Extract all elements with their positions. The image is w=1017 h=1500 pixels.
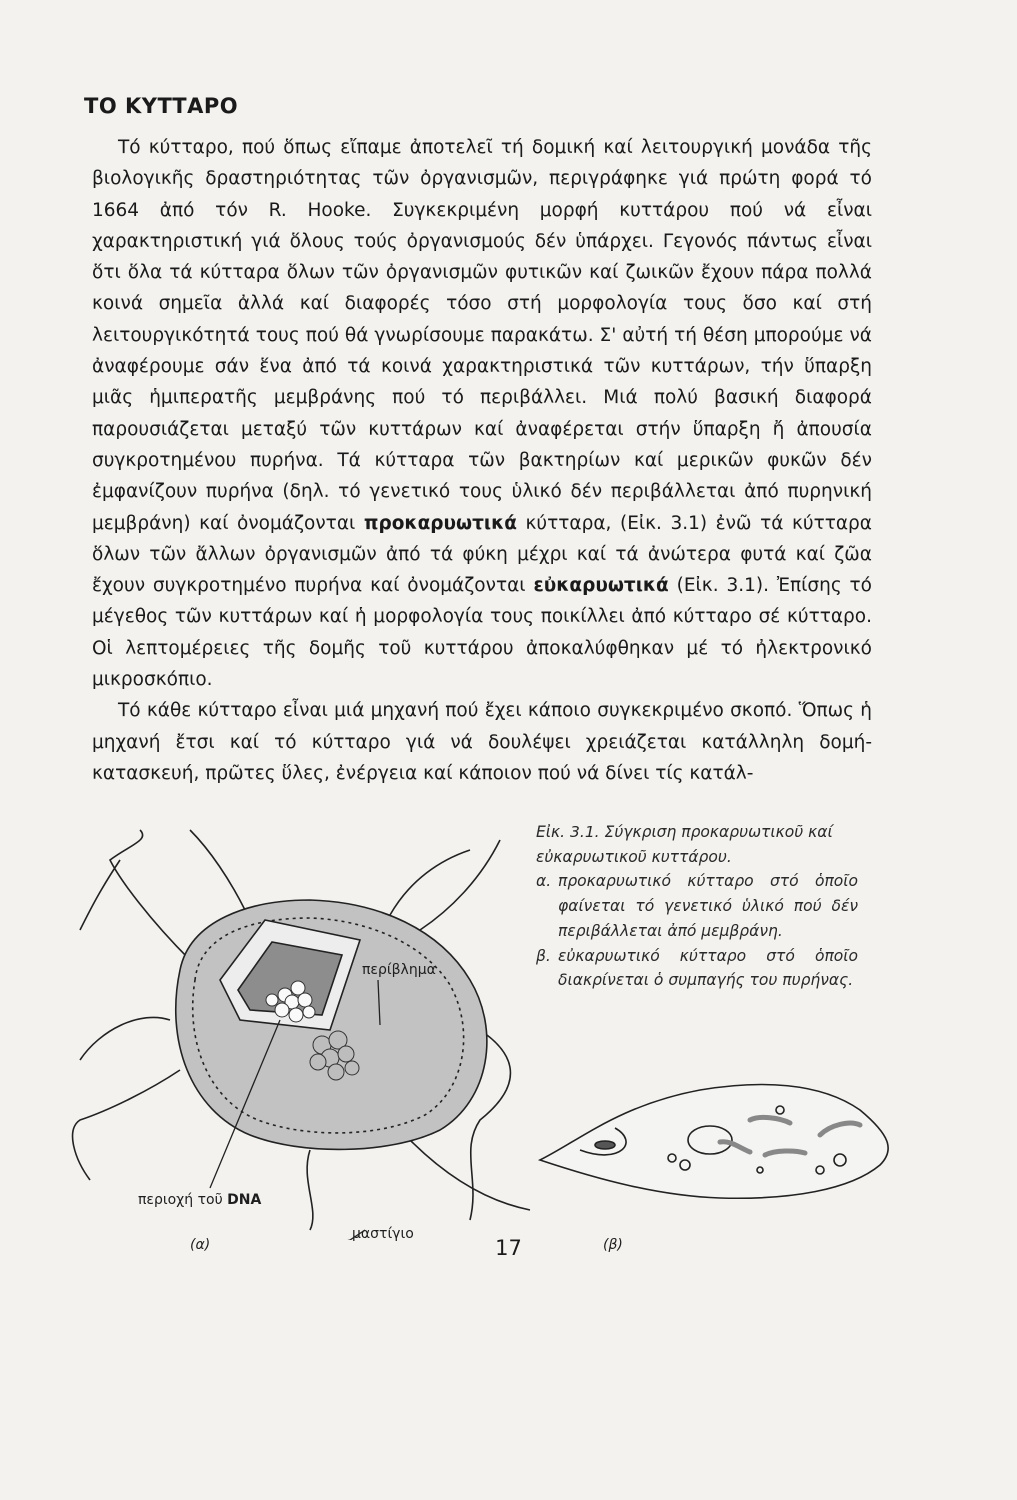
term-prokaryotic: προκαρυωτικά [363,512,517,534]
caption-text: προκαρυωτικό κύτταρο στό ὁποῖο φαίνεται τό γενετικό ὑλικό πού δέν περιβάλλεται ἀπό μεμβράνη. [558,872,858,940]
label-dna-bold: DNA [227,1192,262,1208]
paragraph [92,132,872,695]
caption-item [536,944,858,993]
label-flagellum: μαστίγιο [352,1226,414,1242]
term-eukaryotic: εὐκαρυωτικά [533,575,669,597]
caption-title: Εἰκ. 3.1. Σύγκριση προκαρυωτικοῦ καί εὐκαρυωτικοῦ κυττάρου. [536,823,833,866]
paragraph-text: (Εἰκ. 3.1). Ἐπίσης τό μέγεθος τῶν κυττάρων καί ἡ μορφολογία τους ποικίλλει ἀπό κύτταρο σέ κύτταρο. Οἱ λεπτομέρειες τῆς δομῆς τοῦ κυττάρου ἀποκαλύφθηκαν μέ τό ἠλεκτρονικό μικροσκόπιο. [92,575,873,691]
paragraph: Τό κάθε κύτταρο εἶναι μιά μηχανή πού ἔχει κάποιο συγκεκριμένο σκοπό. Ὅπως ἡ μηχανή ἔτσι καί τό κύτταρο γιά νά δουλέψει χρειάζεται κατάλληλη δομή-κατασκευή, πρῶτες ὕλες, ἐνέργεια καί κάποιον πού νά δίνει τίς κατάλ- [92,700,872,784]
page-title: ΤΟ ΚΥΤΤΑΡΟ [84,94,239,118]
caption-mark: β. [536,946,551,965]
caption-item [536,869,858,943]
label-envelope: περίβλημα [362,962,436,978]
label-dna-region [138,1192,261,1208]
figure-caption [536,820,858,993]
caption-mark: α. [536,872,552,891]
caption-text: εὐκαρυωτικό κύτταρο στό ὁποῖο διακρίνεται ὁ συμπαγής του πυρήνας. [558,946,858,990]
body-text [92,132,872,789]
label-dna-prefix: περιοχή τοῦ [138,1192,223,1208]
page-number: 17 [495,1236,522,1260]
label-panel-b: (β) [603,1237,623,1253]
eukaryotic-cell-drawing [540,1085,888,1199]
paragraph-text: Τό κύτταρο, πού ὅπως εἴπαμε ἀποτελεῖ τή δομική καί λειτουργική μονάδα τῆς βιολογικῆς δραστηριότητας τῶν ὀργανισμῶν, περιγράφηκε γιά πρώτη φορά τό 1664 ἀπό τόν R. Hooke. Συγκεκριμένη μορφή κυττάρου πού νά εἶναι χαρακτηριστική γιά ὅλους τούς ὀργανισμούς δέν ὑπάρχει. Γεγονός πάντως εἶναι ὅτι ὅλα τά κύτταρα ὅλων τῶν ὀργανισμῶν φυτικῶν καί ζωικῶν ἔχουν πάρα πολλά κοινά σημεῖα ἀλλά καί διαφορές τόσο στή μορφολογία τους ὅσο καί στή λειτουργικότητά τους πού θά γνωρίσουμε παρακάτω. Σ' αὐτή τή θέση μπορούμε νά ἀναφέρουμε σάν ἕνα ἀπό τά κοινά χαρακτηριστικά τῶν κυττάρων, τήν ὕπαρξη μιᾶς ἡμιπερατῆς μεμβράνης πού τό περιβάλλει. Μιά πολύ βασική διαφορά παρουσιάζεται μεταξύ τῶν κυττάρων καί ἀναφέρεται στήν ὕπαρξη ἤ ἀπουσία συγκροτημένου πυρήνα. Τά κύτταρα τῶν βακτηρίων καί μερικῶν φυκῶν δέν ἐμφανίζουν πυρήνα (δηλ. τό γενετικό τους ὑλικό δέν περιβάλλεται ἀπό πυρηνική μεμβράνη) καί ὀνομάζονται [92,137,872,534]
paragraph-text: κύτταρα, (Εἰκ. 3.1) ἐνῶ τά κύτταρα ὅλων τῶν ἄλλων ὀργανισμῶν ἀπό τά φύκη μέχρι καί τά ἀνώτερα φυτά καί ζῶα ἔχουν συγκροτημένο πυρήνα καί ὀνομάζονται [92,512,872,597]
prokaryotic-cell-drawing [73,830,530,1240]
label-panel-a: (α) [190,1237,211,1253]
